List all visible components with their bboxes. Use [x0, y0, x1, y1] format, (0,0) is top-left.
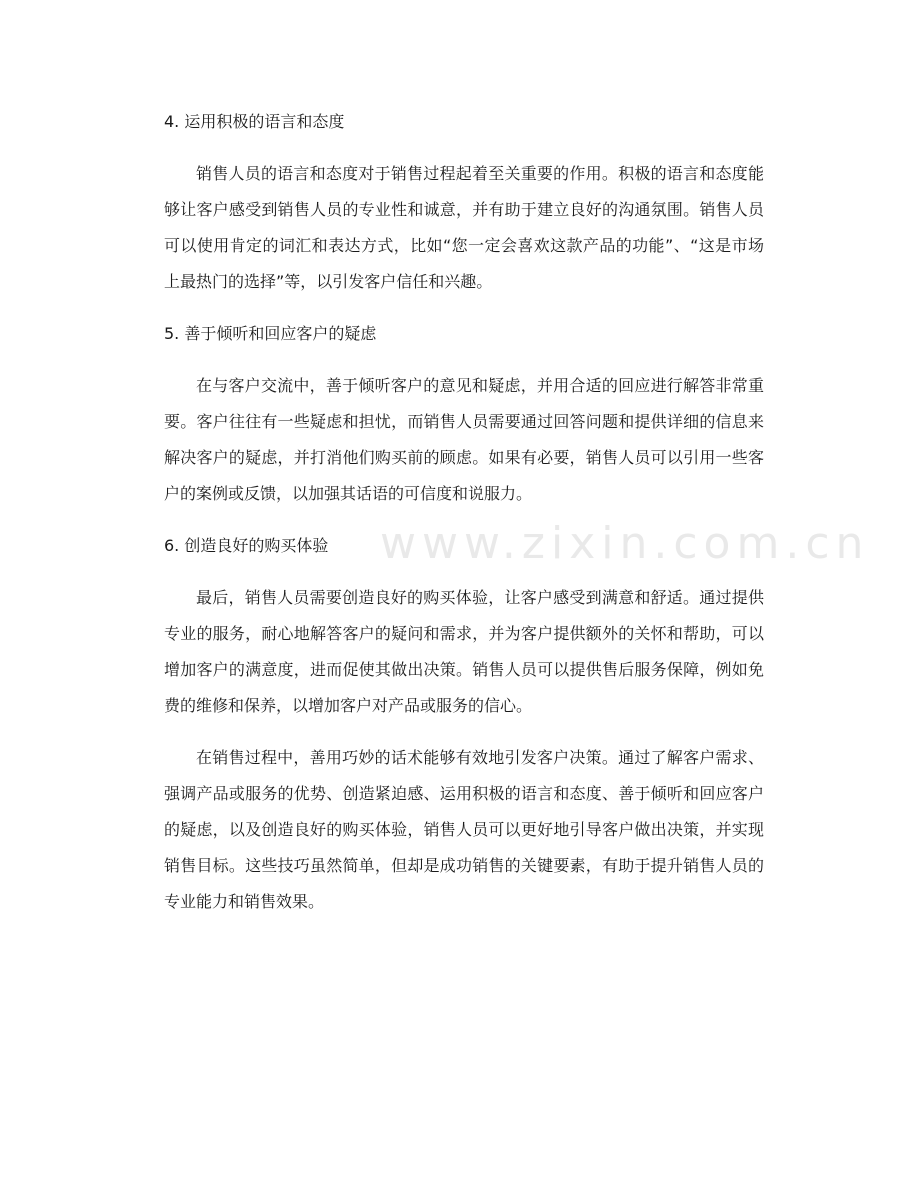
section-paragraph-5: 在与客户交流中，善于倾听客户的意见和疑虑，并用合适的回应进行解答非常重要。客户往往有一些疑虑和担忧，而销售人员需要通过回答问题和提供详细的信息来解决客户的疑虑，并打消他们购买前的顾虑。如果有必要，销售人员可以引用一些客户的案例或反馈，以加强其话语的可信度和说服力。: [164, 376, 764, 503]
section-heading-6: 6. 创造良好的购买体验: [164, 536, 329, 555]
section-heading-5: 5. 善于倾听和回应客户的疑虑: [164, 324, 377, 343]
section-paragraph-4: 销售人员的语言和态度对于销售过程起着至关重要的作用。积极的语言和态度能够让客户感受到销售人员的专业性和诚意，并有助于建立良好的沟通氛围。销售人员可以使用肯定的词汇和表达方式，比如“您一定会喜欢这款产品的功能”、“这是市场上最热门的选择”等，以引发客户信任和兴趣。: [164, 164, 764, 291]
section-heading-4: 4. 运用积极的语言和态度: [164, 112, 345, 131]
watermark: www.zixin.com.cn: [380, 518, 870, 569]
document-body: [164, 104, 764, 920]
section-paragraph-6: 最后，销售人员需要创造良好的购买体验，让客户感受到满意和舒适。通过提供专业的服务，耐心地解答客户的疑问和需求，并为客户提供额外的关怀和帮助，可以增加客户的满意度，进而促使其做出决策。销售人员可以提供售后服务保障，例如免费的维修和保养，以增加客户对产品或服务的信心。: [164, 588, 764, 715]
conclusion-paragraph: 在销售过程中，善用巧妙的话术能够有效地引发客户决策。通过了解客户需求、强调产品或服务的优势、创造紧迫感、运用积极的语言和态度、善于倾听和回应客户的疑虑，以及创造良好的购买体验，销售人员可以更好地引导客户做出决策，并实现销售目标。这些技巧虽然简单，但却是成功销售的关键要素，有助于提升销售人员的专业能力和销售效果。: [164, 748, 764, 911]
